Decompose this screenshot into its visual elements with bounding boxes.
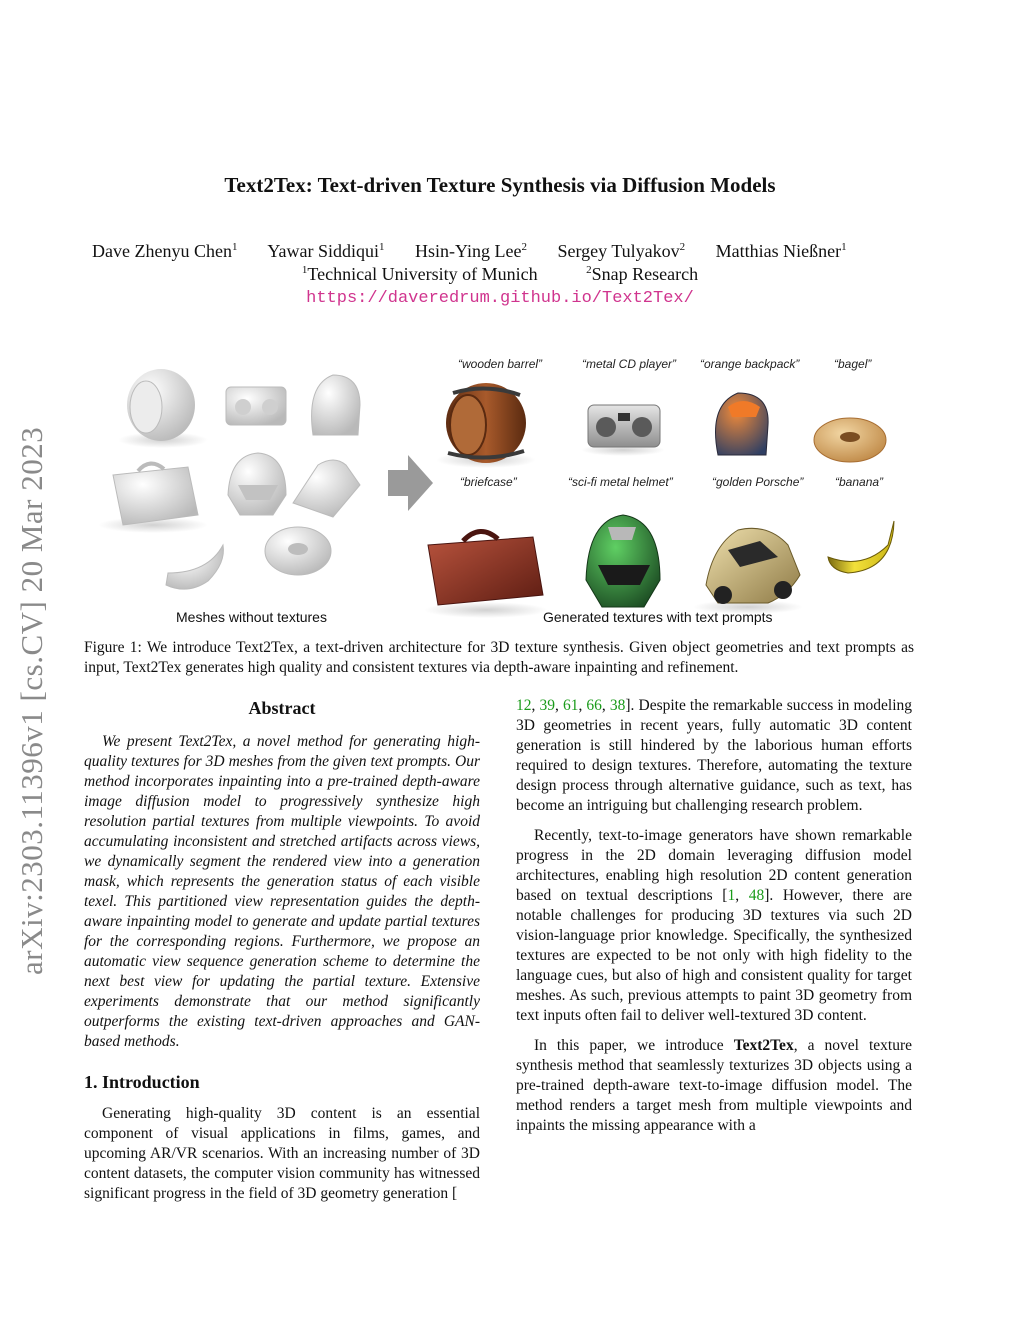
citation[interactable]: 12 — [516, 697, 532, 714]
intro-paragraph: In this paper, we introduce Text2Tex, a novel texture synthesis method that seamlessly texturizes 3D objects using a pre-trained depth-aware text-to-image diffusion model. The method renders a target mesh from multiple viewpoints and inpaints the missing appearance with a — [516, 1037, 912, 1134]
citation[interactable]: 38 — [609, 697, 626, 714]
textured-briefcase — [424, 531, 548, 618]
left-column — [84, 698, 480, 1204]
right-column — [516, 696, 912, 1136]
mesh-banana — [166, 545, 223, 589]
prompt-label: “sci-fi metal helmet” — [568, 475, 673, 489]
textured-banana — [828, 521, 894, 573]
mesh-briefcase — [98, 463, 208, 533]
author: Sergey Tulyakov$^2$ — [557, 241, 686, 261]
prompt-label: “wooden barrel” — [458, 357, 543, 371]
mesh-backpack — [312, 375, 360, 435]
citation[interactable]: 61 — [562, 697, 579, 714]
prompt-label: “orange backpack” — [700, 357, 800, 371]
author: Yawar Siddiqui$^1$ — [267, 241, 385, 261]
citation[interactable]: 66 — [586, 697, 602, 714]
paper-title: Text2Tex: Text-driven Texture Synthesis via Diffusion Models — [224, 173, 776, 197]
abstract-heading: Abstract — [248, 698, 316, 718]
affiliation: $^2$Snap Research — [586, 264, 699, 284]
affiliations — [0, 264, 1000, 285]
textured-bagel — [814, 418, 886, 462]
prompt-label: “metal CD player” — [582, 357, 677, 371]
author: Dave Zhenyu Chen$^1$ — [92, 241, 238, 261]
intro-paragraph: Generating high-quality 3D content is an essential component of visual applications in films, games, and upcoming AR/VR scenarios. With an increasing number of 3D content datasets, the computer vision community has witnessed significant progress in the field of 3D geometry generation [ — [84, 1105, 480, 1202]
mesh-car — [293, 460, 360, 517]
author-list — [92, 241, 847, 262]
author: Matthias Nießner$^1$ — [715, 241, 847, 261]
prompt-label: “banana” — [835, 475, 884, 489]
author: Hsin-Ying Lee$^2$ — [415, 241, 527, 261]
teaser-figure — [88, 345, 918, 630]
textured-cd-player — [581, 405, 665, 456]
textured-porsche — [693, 528, 803, 614]
prompt-label: “bagel” — [834, 357, 872, 371]
mesh-bagel — [265, 527, 331, 575]
intro-paragraph: Recently, text-to-image generators have shown remarkable progress in the 2D domain leveraging diffusion model architectures, enabling high resolution 2D content generation based on textual descriptions [1, 48]. However, there are notable challenges for producing 3D textures via such 2D vision-language prior knowledge. Specifically, the synthesized textures are expected to be not only with high fidelity to the language cues, but also of high and consistent quality for target meshes. As such, previous attempts to paint 3D geometry from text inputs often fail to deliver well-textured 3D content. — [516, 827, 912, 1024]
prompt-label: “briefcase” — [460, 475, 517, 489]
citation[interactable]: 39 — [539, 697, 555, 714]
textured-barrel — [436, 383, 536, 468]
affiliation: $^1$Technical University of Munich — [301, 264, 538, 284]
textured-backpack — [716, 393, 769, 455]
mesh-barrel — [118, 369, 208, 448]
project-url-link[interactable]: https://daveredrum.github.io/Text2Tex/ — [306, 289, 694, 308]
arxiv-identifier: arXiv:2303.11396v1 [cs.CV] 20 Mar 2023 — [14, 426, 49, 975]
mesh-cd-player — [226, 387, 286, 425]
abstract-text: We present Text2Tex, a novel method for generating high-quality textures for 3D meshes from the given text prompts. Our method incorporates inpainting into a pre-trained depth-aware image diffusion model to progressively synthesize high resolution partial textures from multiple viewpoints. To avoid accumulating inconsistent and stretched artifacts across views, we dynamically segment the rendered view into a generation mask, which represents the generation status of each visible texel. This partitioned view representation guides the depth-aware inpainting model to generate and update partial textures for the corresponding regions. Furthermore, we propose an automatic view sequence generation scheme to determine the next best view for updating the partial texture. Extensive experiments demonstrate that our method significantly outperforms the existing text-driven approaches and GAN-based methods. — [84, 733, 480, 1050]
figure-caption: Figure 1: We introduce Text2Tex, a text-driven architecture for 3D texture synthesis. Given object geometries and text prompts as input, Text2Tex generates high quality and consistent textures via depth-aware inpainting and refinement. — [84, 639, 914, 676]
arrow-icon — [388, 455, 433, 511]
prompt-label: “golden Porsche” — [712, 475, 804, 489]
citation[interactable]: 48 — [748, 887, 765, 904]
textured-helmet — [586, 515, 660, 607]
intro-paragraph-continued: 12, 39, 61, 66, 38]. Despite the remarkable success in modeling 3D geometries in recent years, fully automatic 3D content generation is still hindered by the laborious human efforts required to design textures. Therefore, automating the texture design process through alternative guidance, such as text, has become an intriguing but challenging research problem. — [516, 697, 913, 814]
figure-left-caption: Meshes without textures — [176, 609, 327, 625]
figure-right-caption: Generated textures with text prompts — [543, 609, 773, 625]
mesh-helmet — [228, 453, 286, 515]
citation[interactable]: 1 — [727, 887, 736, 904]
section-heading: 1. Introduction — [84, 1072, 200, 1092]
